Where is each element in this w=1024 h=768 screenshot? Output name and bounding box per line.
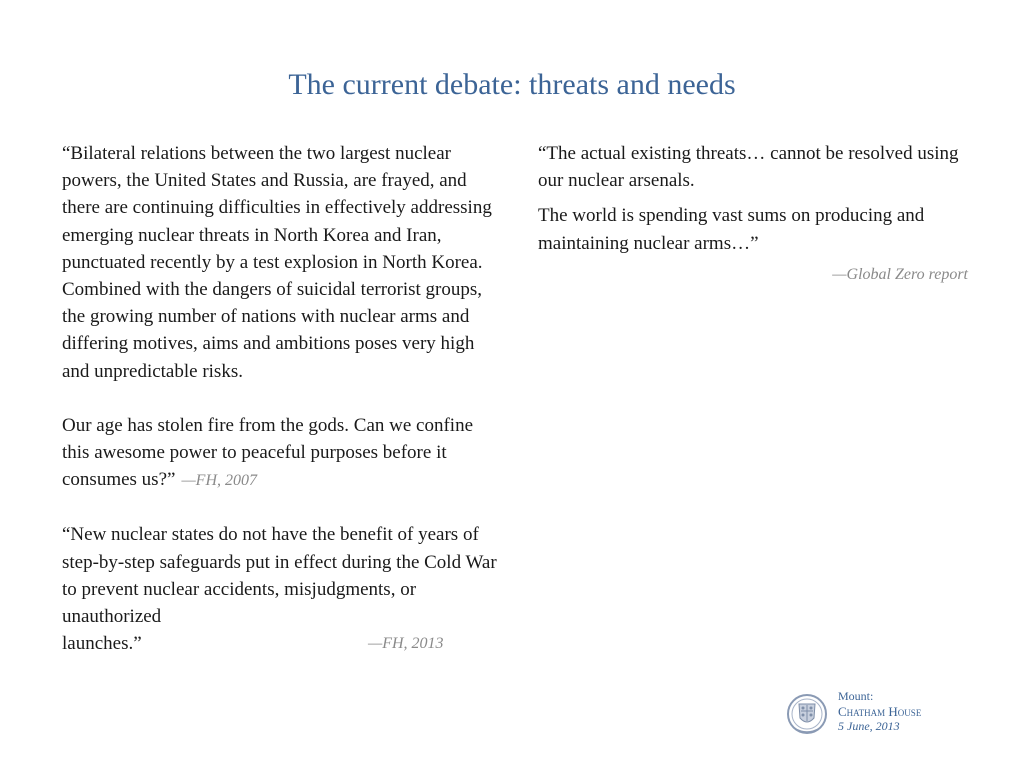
footer-date: 5 June, 2013: [838, 719, 900, 733]
right-column: [538, 140, 968, 288]
footer-line-1: Mount:: [838, 689, 874, 703]
quote-paragraph-3-text: “New nuclear states do not have the benefit of years of step-by-step safeguards put in effect during the Cold War to prevent nuclear accidents, misjudgments, or unauthorized: [62, 524, 497, 628]
quote-paragraph-2: [62, 412, 502, 495]
paragraph-gap: [62, 385, 502, 412]
quote-paragraph-2-text: Our age has stolen fire from the gods. Can we confine this awesome power to peaceful purposes before it consumes us?”: [62, 414, 474, 491]
paragraph-gap: [62, 494, 502, 521]
footer-info: [838, 689, 921, 734]
right-quote-paragraph-2: The world is spending vast sums on producing and maintaining nuclear arms…”: [538, 205, 925, 254]
quote-paragraph-3: [62, 521, 502, 630]
quote-paragraph-3-last-line: [62, 630, 502, 657]
right-quote-paragraph-1: “The actual existing threats… cannot be resolved using our nuclear arsenals.: [538, 143, 959, 192]
university-seal-icon: [786, 690, 828, 738]
footer-line-2: Chatham House: [838, 704, 922, 719]
quote-paragraph-3-last: launches.”: [62, 633, 142, 655]
slide-title: The current debate: threats and needs: [288, 68, 736, 101]
quote-paragraph-1: “Bilateral relations between the two largest nuclear powers, the United States and Russia, are frayed, and there are continuing difficulties in effectively addressing emerging nuclear threats in North Korea and Iran, punctuated recently by a test explosion in North Korea. Combined with the dangers of suicidal terrorist groups, the growing number of nations with nuclear arms and differing motives, aims and ambitions poses very high and unpredictable risks.: [62, 143, 492, 382]
paragraph-gap: [538, 194, 968, 202]
attribution-global-zero: —Global Zero report: [832, 265, 968, 283]
left-column: [62, 140, 502, 657]
attribution-fh-2007: —FH, 2007: [181, 472, 258, 490]
attribution-fh-2013: —FH, 2013: [368, 635, 444, 653]
